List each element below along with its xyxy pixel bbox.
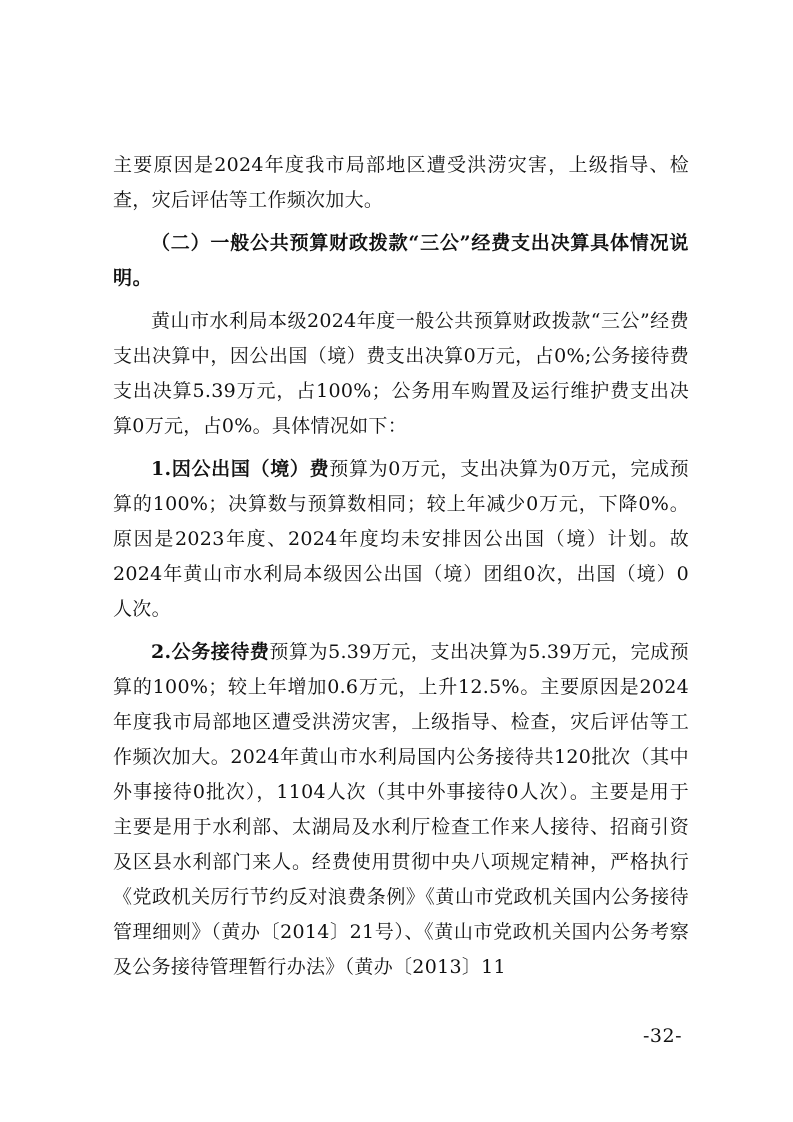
document-body [113,148,689,985]
item-2-lead: 2.公务接待费 [151,641,270,663]
page-number: -32- [642,1025,682,1047]
item-1-lead: 1.因公出国（境）费 [151,458,330,480]
section-heading: （二）一般公共预算财政拨款“三公”经费支出决算具体情况说明。 [113,232,689,289]
paragraph-item-1 [113,452,689,627]
paragraph-continuation: 主要原因是2024年度我市局部地区遭受洪涝灾害，上级指导、检查，灾后评估等工作频次加大。 [113,154,689,211]
paragraph-summary: 黄山市水利局本级2024年度一般公共预算财政拨款“三公”经费支出决算中，因公出国（境）费支出决算0万元，占0%;公务接待费支出决算5.39万元，占100%；公务用车购置及运行维护费支出决算0万元，占0%。具体情况如下： [113,310,689,437]
item-2-body: 预算为5.39万元，支出决算为5.39万元，完成预算的100%；较上年增加0.6万元，上升12.5%。主要原因是2024年度我市局部地区遭受洪涝灾害，上级指导、检查，灾后评估等工作频次加大。2024年黄山市水利局国内公务接待共120批次（其中外事接待0批次），1104人次（其中外事接待0人次）。主要是用于主要是用于水利部、太湖局及水利厅检查工作来人接待、招商引资及区县水利部门来人。经费使用贯彻中央八项规定精神，严格执行《党政机关厉行节约反对浪费条例》《黄山市党政机关国内公务接待管理细则》（黄办〔2014〕21号）、《黄山市党政机关国内公务考察及公务接待管理暂行办法》（黄办〔2013〕11 [113,641,689,978]
paragraph-item-2 [113,635,689,985]
item-1-body: 预算为0万元，支出决算为0万元，完成预算的100%；决算数与预算数相同；较上年减少0万元，下降0%。原因是2023年度、2024年度均未安排因公出国（境）计划。故2024年黄山市水利局本级因公出国（境）团组0次，出国（境）0人次。 [113,458,689,620]
